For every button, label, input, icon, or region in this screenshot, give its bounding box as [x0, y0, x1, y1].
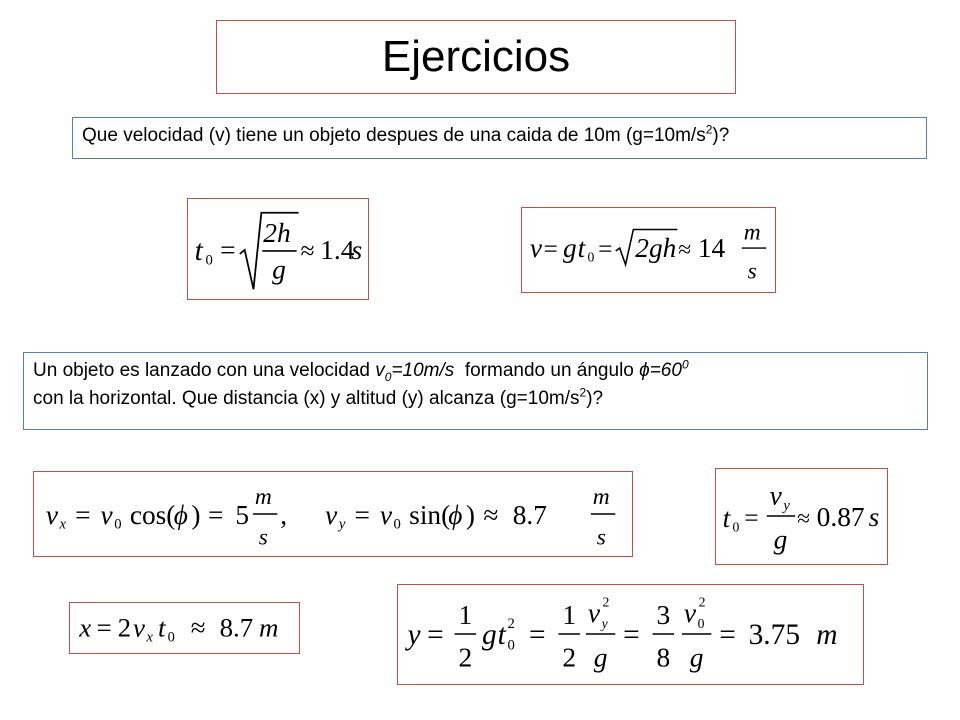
eq3-phib: ϕ: [448, 499, 463, 530]
eq3-0-sub: 0: [114, 516, 122, 533]
question-1-superscript: 2: [705, 122, 713, 137]
eq3-numerator2: m: [592, 484, 610, 511]
eq1-sub: 0: [205, 252, 213, 269]
eq6-one: 1: [458, 600, 473, 631]
question-2-v: v: [375, 360, 385, 381]
eq2-numerator: m: [743, 219, 761, 246]
question-2-part2: formando un ángulo: [454, 360, 640, 381]
equation-altitude: [397, 584, 864, 685]
eq6-eight: 8: [656, 642, 671, 673]
eq3-approx: ≈: [483, 499, 499, 530]
eq1-value: 1.4: [320, 234, 355, 265]
eq4-y-sub: y: [783, 498, 790, 515]
equation-flight-time: [715, 468, 888, 565]
eq3-five: 5: [235, 499, 249, 530]
eq3-0b-sub: 0: [393, 516, 401, 533]
eq6-g3: g: [689, 642, 704, 673]
eq6-vy-sup: 2: [602, 594, 610, 610]
eq6-two2: 2: [562, 642, 577, 673]
eq4-t: t: [722, 502, 731, 533]
eq2-v: v: [529, 232, 542, 263]
eq6-g2: g: [593, 642, 608, 673]
eq1-unit: s: [351, 234, 363, 265]
question-2: [23, 352, 928, 430]
eq1-approx: ≈: [300, 235, 315, 265]
eq6-equals2: =: [529, 618, 546, 651]
eq3-denominator: s: [258, 524, 268, 551]
eq4-denominator: g: [773, 524, 788, 555]
eq3-comma: ,: [280, 499, 288, 530]
equation-distance: [69, 602, 300, 654]
eq3-equals2: =: [207, 499, 224, 530]
eq5-equals: =: [96, 612, 112, 643]
eq3-equals3: =: [354, 499, 370, 530]
question-2-end: )?: [586, 388, 604, 409]
eq6-0-sub: 0: [507, 637, 515, 654]
eq5-0-sub: 0: [167, 629, 175, 646]
question-1-end: )?: [712, 125, 730, 146]
eq5-unit: m: [259, 612, 279, 643]
eq6-value: 3.75: [748, 618, 801, 651]
eq2-sub: 0: [587, 249, 595, 265]
eq3-closeb: ): [465, 499, 475, 530]
eq3-v0: v: [100, 499, 113, 530]
eq4-sub: 0: [732, 519, 740, 535]
eq4-approx: ≈: [797, 505, 810, 532]
eq5-approx: ≈: [190, 612, 206, 643]
eq4-unit: s: [868, 501, 880, 532]
question-2-phi-sup: 0: [681, 357, 689, 372]
question-2-v-sub: 0: [384, 369, 392, 384]
eq1-numerator: 2h: [263, 218, 291, 249]
eq2-equals2: =: [598, 234, 613, 263]
eq3-value: 8.7: [512, 499, 547, 530]
eq2-value: 14: [697, 232, 726, 263]
eq4-value: 0.87: [816, 501, 865, 532]
eq3-equals: =: [75, 499, 91, 530]
eq5-t: t: [158, 612, 166, 643]
equation-velocity-components: [33, 471, 633, 557]
equation-fall-time: [187, 198, 369, 300]
eq6-equals4: =: [719, 618, 736, 651]
eq3-sin: sin(: [409, 499, 451, 530]
eq1-t: t: [194, 234, 203, 267]
eq3-numerator: m: [254, 484, 272, 511]
eq2-t: t: [577, 232, 586, 263]
question-1-text: Que velocidad (v) tiene un objeto despues de una caida de 10m (g=10m/s: [82, 125, 706, 146]
eq6-g: g: [482, 618, 497, 651]
question-2-part1: Un objeto es lanzado con una velocidad: [33, 360, 376, 381]
eq2-g: g: [563, 232, 577, 263]
eq6-equals3: =: [623, 618, 640, 651]
eq6-2-sup: 2: [507, 616, 515, 633]
eq4-equals: =: [744, 502, 759, 532]
eq5-value: 8.7: [219, 612, 254, 643]
eq6-two: 2: [458, 642, 473, 673]
eq6-v0-sup: 2: [698, 594, 706, 610]
eq5-x: x: [79, 612, 92, 643]
question-2-superscript: 2: [579, 385, 587, 400]
eq6-unit: m: [816, 618, 838, 651]
eq6-vy: v: [587, 598, 601, 629]
eq3-v0b: v: [379, 499, 393, 530]
eq2-equals: =: [543, 234, 558, 263]
eq5-x-sub: x: [146, 629, 153, 646]
eq1-denominator: g: [272, 254, 286, 285]
eq3-close: ): [191, 499, 201, 530]
eq6-v0-sub: 0: [697, 616, 705, 632]
question-2-phi: ϕ=60: [639, 360, 682, 381]
eq3-x-sub: x: [59, 516, 67, 533]
eq6-y-sub: y: [601, 616, 608, 632]
eq6-t: t: [497, 618, 506, 651]
eq6-v0: v: [683, 598, 697, 629]
question-2-part3: con la horizontal. Que distancia (x) y altitud (y) alcanza (g=10m/s: [33, 388, 580, 409]
eq6-three: 3: [656, 600, 671, 631]
eq5-v: v: [133, 612, 146, 643]
eq6-one2: 1: [562, 600, 577, 631]
eq2-denominator: s: [747, 258, 757, 285]
question-1: [72, 117, 927, 159]
eq3-vy: v: [325, 499, 338, 530]
eq3-phi: ϕ: [173, 499, 188, 530]
eq3-cos: cos(: [129, 499, 176, 530]
eq3-vx: v: [45, 499, 58, 530]
eq1-equals: =: [220, 234, 236, 265]
question-2-v-value: =10m/s: [391, 360, 455, 381]
slide-title: Ejercicios: [216, 20, 736, 94]
eq6-equals: =: [427, 618, 444, 651]
eq3-denominator2: s: [596, 524, 606, 551]
eq2-radicand: 2gh: [635, 232, 677, 263]
equation-fall-velocity: [521, 207, 776, 293]
eq4-vy: v: [769, 480, 782, 511]
eq5-two: 2: [117, 612, 132, 643]
eq2-approx: ≈: [678, 236, 692, 263]
eq3-y-sub: y: [338, 516, 346, 533]
eq6-y: y: [407, 618, 421, 651]
